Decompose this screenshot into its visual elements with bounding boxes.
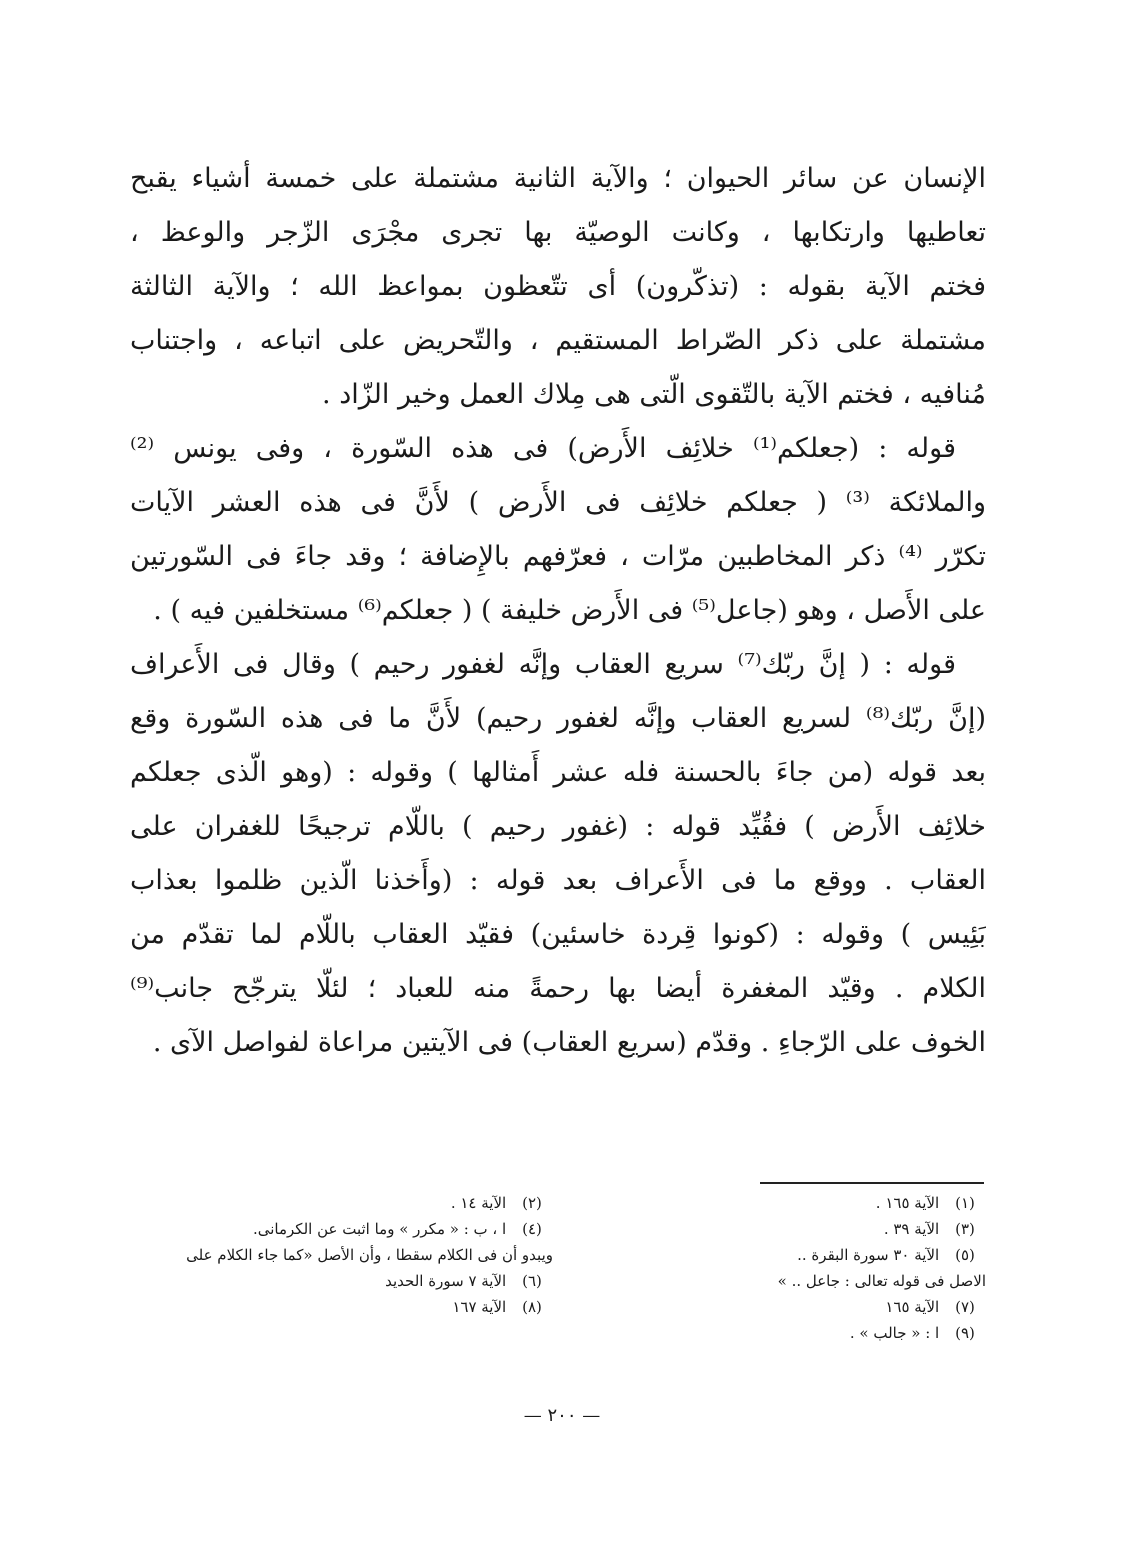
text-line: الخوف على الرّجاءِ . وقدّم (سريع العقاب) فى الآيتين مراعاة لفواصل الآى . (152, 1027, 986, 1058)
footnotes (120, 1190, 986, 1346)
footnote-text: الآية ١٦٥ (885, 1298, 940, 1316)
footnote-number: (٤) (522, 1220, 542, 1238)
footnote-text: الآية ٣٠ سورة البقرة .. (797, 1246, 940, 1264)
footnote (120, 1294, 553, 1320)
footnote-number: (٢) (522, 1194, 542, 1212)
footnote (120, 1242, 553, 1268)
footnote-number: (٨) (522, 1298, 542, 1316)
text-line: خلائِف الأَرض ) فقُيِّد قوله : (غفور رحيم ) باللّام ترجيحًا للغفران على (130, 811, 986, 842)
text-line: فختم الآية بقوله : (تذكّرون) أى تتّعظون بمواعظ الله ؛ والآية الثالثة (130, 271, 986, 302)
text-line: قوله : ( إنَّ ربّك⁽⁷⁾ سريع العقاب وإنَّه لغفور رحيم ) وقال فى الأَعراف (130, 649, 956, 680)
footnote-number: (١) (955, 1194, 975, 1212)
text-line: تعاطيها وارتكابها ، وكانت الوصيّة بها تجرى مجْرَى الزّجر والوعظ ، (130, 217, 986, 248)
footnote-text: الآية ١٦٥ . (875, 1194, 940, 1212)
text-line: مُنافيه ، فختم الآية بالتّقوى الّتى هى مِلاك العمل وخير الزّاد . (322, 379, 986, 410)
footnote-text: الآية ١٦٧ (452, 1298, 507, 1316)
text-line: قوله : (جعلكم⁽¹⁾ خلائِف الأَرض) فى هذه السّورة ، وفى يونس ⁽²⁾ (130, 433, 956, 464)
text-line: العقاب . ووقع ما فى الأَعراف بعد قوله : (وأَخذنا الّذين ظلموا بعذاب (130, 865, 986, 896)
footnote (120, 1190, 553, 1216)
text-line: على الأَصل ، وهو (جاعل⁽⁵⁾ فى الأَرض خليفة ) ( جعلكم⁽⁶⁾ مستخلفين فيه ) . (153, 595, 986, 626)
footnote (553, 1320, 986, 1346)
footnote-text: ا : « جالب » . (849, 1324, 940, 1342)
footnote-number: (٣) (955, 1220, 975, 1238)
footnote-divider (760, 1182, 984, 1184)
footnote-row (120, 1190, 986, 1216)
footnote-number: (٦) (522, 1272, 542, 1290)
footnote-text: الآية ٧ سورة الحديد (385, 1272, 507, 1290)
footnote-continuation (553, 1268, 986, 1294)
text-line: تكرّر ⁽⁴⁾ ذكر المخاطبين مرّات ، فعرّفهم بالإِضافة ؛ وقد جاءَ فى السّورتين (130, 541, 986, 572)
text-line: الإنسان عن سائر الحيوان ؛ والآية الثانية مشتملة على خمسة أشياء يقبح (130, 163, 986, 194)
footnote-number: (٩) (955, 1324, 975, 1342)
footnote-row (120, 1242, 986, 1268)
footnote-row (120, 1216, 986, 1242)
footnote-row (120, 1320, 986, 1346)
text-line: بَئِيس ) وقوله : (كونوا قِردة خاسئين) فقيّد العقاب باللّام لما تقدّم من (130, 919, 986, 950)
footnote-number: (٥) (955, 1246, 975, 1264)
footnote (553, 1190, 986, 1216)
footnote-text: الاصل فى قوله تعالى : جاعل .. » (777, 1272, 986, 1290)
footnote (553, 1294, 986, 1320)
footnote-row (120, 1294, 986, 1320)
footnote (120, 1268, 553, 1294)
footnote-text: الآية ٣٩ . (883, 1220, 940, 1238)
footnote-text: الآية ١٤ . (450, 1194, 507, 1212)
footnote-text: ويبدو أن فى الكلام سقطا ، وأن الأصل «كما جاء الكلام على (186, 1246, 553, 1264)
footnote-number: (٧) (955, 1298, 975, 1316)
footnote (553, 1216, 986, 1242)
footnote (120, 1216, 553, 1242)
text-line: بعد قوله (من جاءَ بالحسنة فله عشر أَمثالها ) وقوله : (وهو الّذى جعلكم (130, 757, 986, 788)
text-line: مشتملة على ذكر الصّراط المستقيم ، والتّحريض على اتباعه ، واجتناب (130, 325, 986, 356)
page-number: — ٢٠٠ — (523, 1405, 601, 1426)
footnote (553, 1242, 986, 1268)
footnote-row (120, 1268, 986, 1294)
text-line: (إنَّ ربّك⁽⁸⁾ لسريع العقاب وإنَّه لغفور رحيم) لأَنَّ ما فى هذه السّورة وقع (130, 703, 986, 734)
footnote-text: ا ، ب : « مكرر » وما اثبت عن الكرمانى. (252, 1220, 507, 1238)
text-line: والملائكة ⁽³⁾ ( جعلكم خلائِف فى الأَرض ) لأَنَّ فى هذه العشر الآيات (130, 487, 986, 518)
main-text (130, 152, 986, 1070)
text-line: الكلام . وقيّد المغفرة أيضا بها رحمةً منه للعباد ؛ لئلّا يترجّح جانب⁽⁹⁾ (130, 973, 986, 1004)
